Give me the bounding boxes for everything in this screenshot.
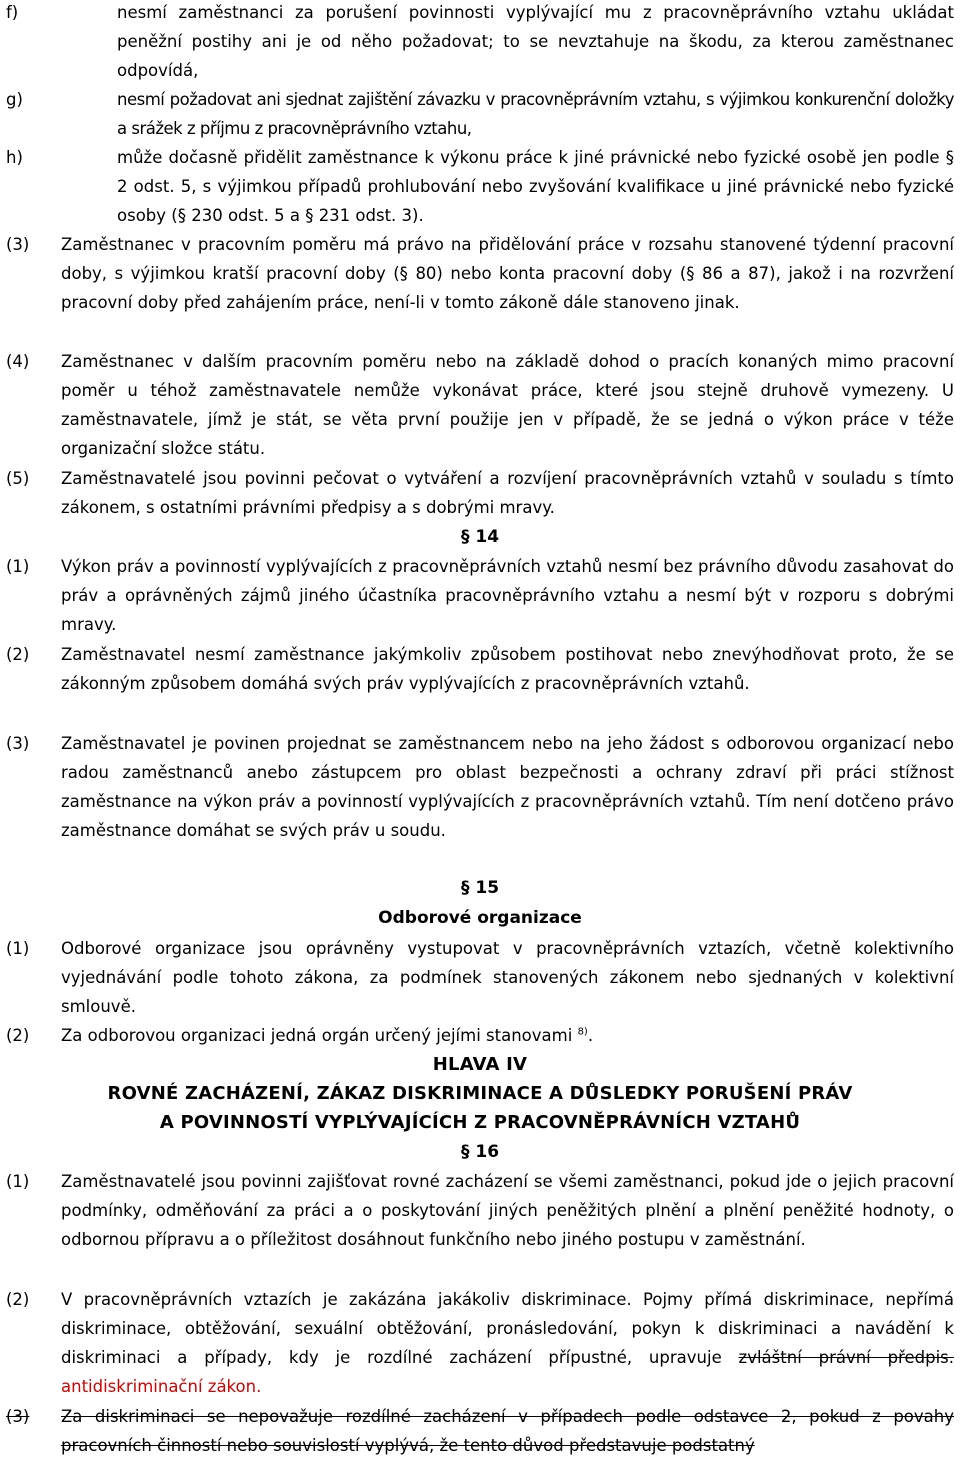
paragraph-marker: (1) [6,939,30,958]
chapter-title-line-1: ROVNÉ ZACHÁZENÍ, ZÁKAZ DISKRIMINACE A DŮSLEDKY PORUŠENÍ PRÁV [107,1083,853,1104]
item-f-text: nesmí zaměstnanci za porušení povinnosti vyplývající mu z pracovněprávního vztahu ukládat peněžní postihy ani je od něho požadovat; to se nevztahuje na škodu, za kterou zaměstnanec odpovídá, [117,3,954,80]
paragraph-marker: (4) [6,352,30,371]
item-marker: f) [6,3,19,22]
s16-paragraph-3-deleted-text: Za diskriminaci se nepovažuje rozdílné zacházení v případech podle odstavce 2, pokud z povahy pracovních činností nebo souvislostí vyplývá, že tento důvod představuje podstatný [61,1407,954,1455]
footnote-ref: 8) [577,1026,588,1038]
s14-paragraph-3-text: Zaměstnavatel je povinen projednat se zaměstnancem nebo na jeho žádost s odborovou organizací nebo radou zaměstnanců anebo zástupcem pro oblast bezpečnosti a ochrany zdraví při práci stížnost zaměstnance na výkon práv a povinností vyplývajících z pracovněprávních vztahů. Tím není dotčeno právo zaměstnance domáhat se svých práv u soudu. [61,734,954,840]
s15-paragraph-1-text: Odborové organizace jsou oprávněny vystupovat v pracovněprávních vztazích, včetně kolektivního vyjednávání podle tohoto zákona, za podmínek stanovených zákonem nebo sjednaných v kolektivní smlouvě. [61,939,954,1016]
paragraph-marker: (3) [6,734,30,753]
paragraph-marker: (2) [6,1290,30,1309]
s16-paragraph-1-text: Zaměstnavatelé jsou povinni zajišťovat rovné zacházení se všemi zaměstnanci, pokud jde o jejich pracovní podmínky, odměňování za práci a o poskytování jiných peněžitých plnění a plnění peněžité hodnoty, o odbornou přípravu a o příležitost dosáhnout funkčního nebo jiného postupu v zaměstnání. [61,1172,954,1249]
chapter-label: HLAVA IV [432,1054,528,1075]
section-16-heading: § 16 [460,1142,500,1162]
s14-paragraph-2-text: Zaměstnavatel nesmí zaměstnance jakýmkoliv způsobem postihovat nebo znevýhodňovat proto, že se zákonným způsobem domáhá svých práv vyplývajících z pracovněprávních vztahů. [61,645,954,693]
s15-paragraph-2-text: Za odborovou organizaci jedná orgán určený jejími stanovami $^{8)}$. [61,1026,594,1045]
section-14-heading: § 14 [460,527,500,547]
paragraph-marker: (2) [6,1026,30,1045]
paragraph-marker: (5) [6,469,30,488]
section-15-title: Odborové organizace [378,908,582,928]
paragraph-marker: (2) [6,645,30,664]
paragraph-marker: (1) [6,1172,30,1191]
item-g-text: nesmí požadovat ani sjednat zajištění závazku v pracovněprávním vztahu, s výjimkou konkurenční doložky a srážek z příjmu z pracovněprávního vztahu, [117,90,954,138]
paragraph-5-text: Zaměstnavatelé jsou povinni pečovat o vytváření a rozvíjení pracovněprávních vztahů v souladu s tímto zákonem, s ostatními právními předpisy a s dobrými mravy. [61,469,954,517]
paragraph-marker: (1) [6,557,30,576]
item-h-text: může dočasně přidělit zaměstnance k výkonu práce k jiné právnické nebo fyzické osobě jen podle § 2 odst. 5, s výjimkou případů prohlubování nebo zvyšování kvalifikace u jiné právnické nebo fyzické osoby (§ 230 odst. 5 a § 231 odst. 3). [117,148,954,225]
paragraph-4-text: Zaměstnanec v dalším pracovním poměru nebo na základě dohod o pracích konaných mimo pracovní poměr u téhož zaměstnavatele nemůže vykonávat práce, které jsou stejně druhově vymezeny. U zaměstnavatele, jímž je stát, se věta první použije jen v případě, že se jedná o výkon práce v téže organizační složce státu. [61,352,954,458]
chapter-title-line-2: A POVINNOSTÍ VYPLÝVAJÍCÍCH Z PRACOVNĚPRÁVNÍCH VZTAHŮ [159,1112,801,1133]
item-marker: g) [6,90,23,109]
paragraph-3-text: Zaměstnanec v pracovním poměru má právo na přidělování práce v rozsahu stanovené týdenní pracovní doby, s výjimkou kratší pracovní doby (§ 80) nebo konta pracovní doby (§ 86 a 87), jakož i na rozvržení pracovní doby před zahájením práce, není-li v tomto zákoně dále stanoveno jinak. [61,235,955,312]
s14-paragraph-1-text: Výkon práv a povinností vyplývajících z pracovněprávních vztahů nesmí bez právního důvodu zasahovat do práv a oprávněných zájmů jiného účastníka pracovněprávního vztahu a nesmí být v rozporu s dobrými mravy. [61,557,954,634]
item-marker: h) [6,148,23,167]
s16-paragraph-2-text: V pracovněprávních vztazích je zakázána jakákoliv diskriminace. Pojmy přímá diskriminace, nepřímá diskriminace, obtěžování, sexuální obtěžování, pronásledování, pokyn k diskriminaci a navádění k diskriminaci a případy, kdy je rozdílné zacházení přípustné, upravuje zvláštní právní předpis. antidiskriminační zákon. [61,1290,955,1396]
inserted-text: antidiskriminační zákon. [61,1377,262,1396]
section-15-heading: § 15 [460,878,500,898]
paragraph-marker: (3) [6,235,30,254]
deleted-text: zvláštní právní předpis. [738,1348,955,1367]
paragraph-marker: (3) [6,1407,30,1426]
